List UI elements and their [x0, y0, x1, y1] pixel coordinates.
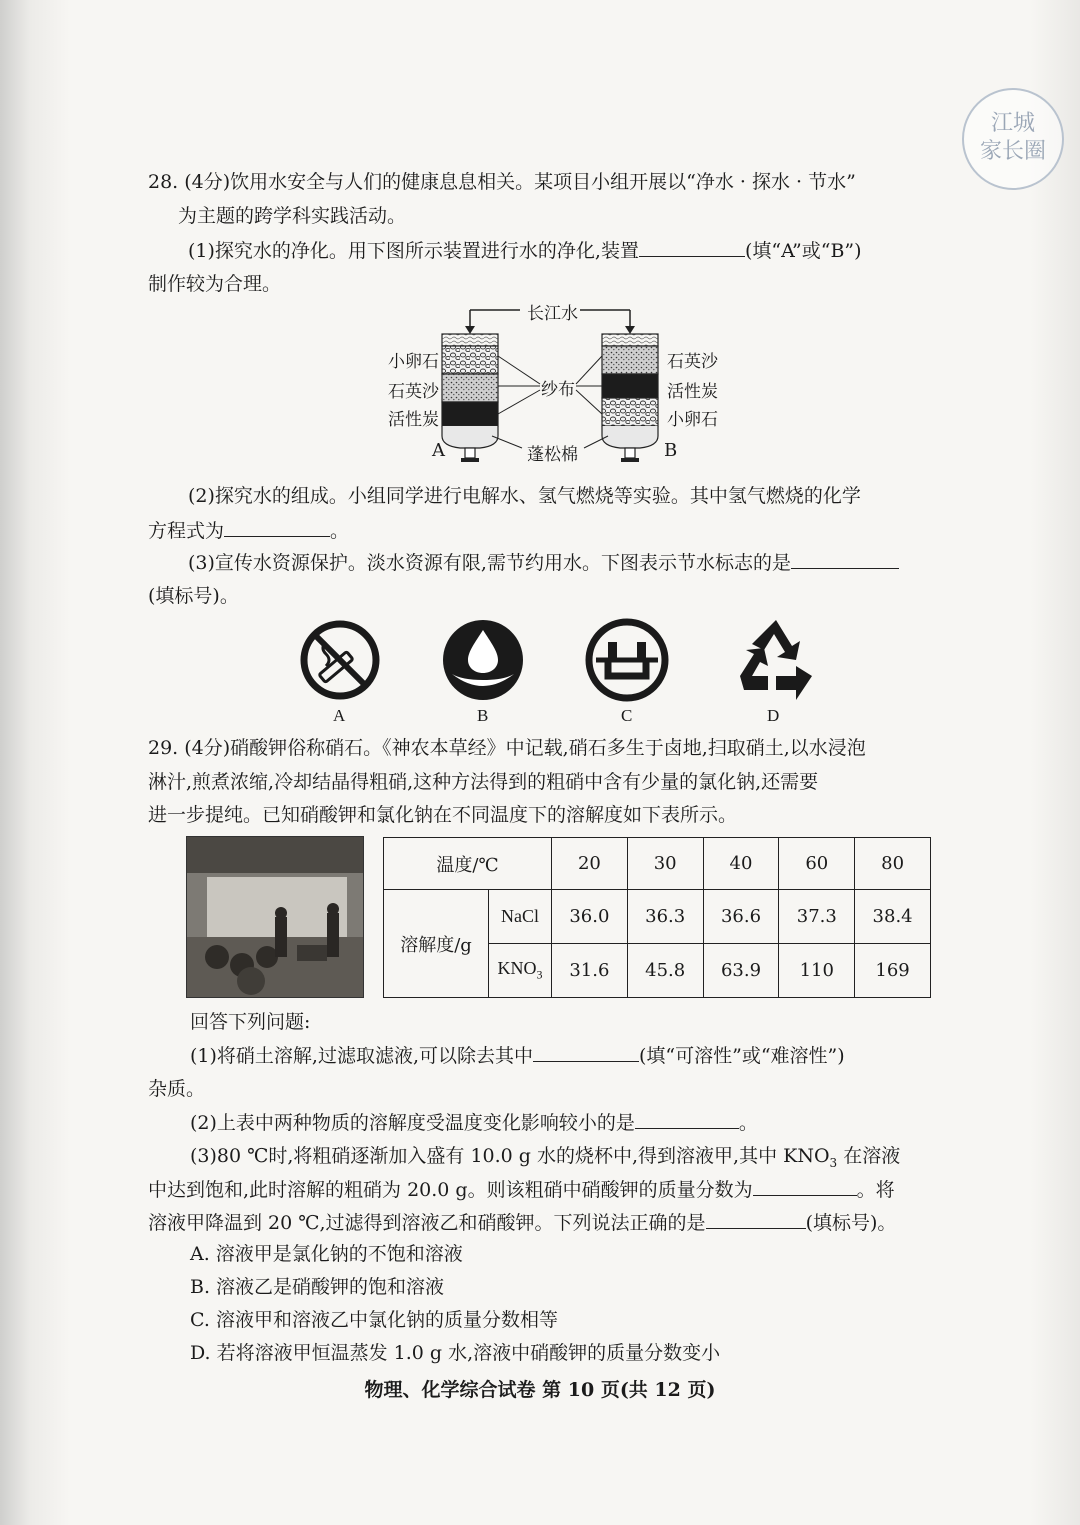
bottle-a-layer3: 活性炭 [388, 410, 439, 430]
q28-part3-line1: (3)宣传水资源保护。淡水资源有限,需节约用水。下图表示节水标志的是 [188, 548, 899, 577]
q29-part1-end: 杂质。 [148, 1078, 206, 1100]
cotton-label: 蓬松棉 [527, 445, 578, 465]
temp-cell: 60 [779, 838, 855, 890]
bottle-a [442, 334, 498, 462]
q29-part3-blank2[interactable] [706, 1208, 806, 1229]
solubility-header: 溶解度/g [384, 890, 489, 998]
q28-part2-blank[interactable] [224, 516, 330, 537]
symbol-d-label: D [767, 706, 780, 725]
symbol-a-no-smoking-icon [296, 618, 396, 702]
q28-part2-line2: 方程式为 。 [148, 516, 349, 545]
q29-part2-blank[interactable] [635, 1108, 739, 1129]
watermark-line1: 江城 [990, 111, 1035, 136]
diagram-top-label: 长江水 [527, 304, 578, 324]
gauze-label: 纱布 [541, 380, 575, 400]
bottle-b-label: B [664, 440, 678, 461]
nacl-value: 38.4 [855, 890, 931, 944]
bottle-b-layer3: 小卵石 [667, 410, 718, 430]
temp-header: 温度/℃ [384, 838, 552, 890]
q29-option-c: C. 溶液甲和溶液乙中氯化钠的质量分数相等 [190, 1309, 558, 1331]
watermark-seal [962, 88, 1064, 190]
bottle-b [602, 334, 658, 462]
q29-part2: (2)上表中两种物质的溶解度受温度变化影响较小的是 。 [190, 1108, 758, 1137]
nacl-value: 36.3 [627, 890, 703, 944]
q29-part3-line1: (3)80 ℃时,将粗硝逐渐加入盛有 10.0 g 水的烧杯中,得到溶液甲,其中 $KNO_3$ 在溶液 [190, 1145, 901, 1170]
q29-stem-line2: 淋汁,煎煮浓缩,冷却结晶得粗硝,这种方法得到的粗硝中含有少量的氯化钠,还需要 [148, 771, 819, 793]
q29-part1-blank[interactable] [533, 1041, 639, 1062]
symbol-b-label: B [477, 706, 489, 725]
bottle-b-layer2: 活性炭 [667, 382, 718, 402]
q28-part3-line2: (填标号)。 [148, 585, 239, 607]
q29-option-d: D. 若将溶液甲恒温蒸发 1.0 g 水,溶液中硝酸钾的质量分数变小 [190, 1342, 721, 1364]
q29-part3-blank1[interactable] [753, 1175, 857, 1196]
kno3-value: 31.6 [552, 944, 628, 998]
q29-answer-intro: 回答下列问题: [190, 1011, 311, 1033]
bottle-b-layer1: 石英沙 [667, 352, 718, 372]
bottle-a-layer2: 石英沙 [388, 382, 439, 402]
q29-part1: (1)将硝土溶解,过滤取滤液,可以除去其中 (填“可溶性”或“难溶性”) [190, 1041, 845, 1070]
symbol-b-water-drop-icon [440, 618, 530, 702]
kno3-value: 63.9 [703, 944, 779, 998]
kno3-label: $KNO_3$ [489, 944, 552, 998]
q28-part1-blank[interactable] [639, 236, 745, 257]
q28-part2-line1: (2)探究水的组成。小组同学进行电解水、氢气燃烧等实验。其中氢气燃烧的化学 [188, 485, 861, 507]
q28-part1: (1)探究水的净化。用下图所示装置进行水的净化,装置 (填“A”或“B”) [188, 236, 862, 265]
q28-stem-line2: 为主题的跨学科实践活动。 [178, 205, 407, 227]
kno3-value: 45.8 [627, 944, 703, 998]
nacl-value: 37.3 [779, 890, 855, 944]
temp-cell: 80 [855, 838, 931, 890]
solubility-table [383, 837, 931, 998]
temp-cell: 20 [552, 838, 628, 890]
nacl-value: 36.0 [552, 890, 628, 944]
q29-part3-line2: 中达到饱和,此时溶解的粗硝为 20.0 g。则该粗硝中硝酸钾的质量分数为 。将 [148, 1175, 895, 1204]
bottle-a-label: A [432, 440, 445, 461]
kno3-value: 169 [855, 944, 931, 998]
q29-stem-line3: 进一步提纯。已知硝酸钾和氯化钠在不同温度下的溶解度如下表所示。 [148, 804, 738, 826]
q29-stem-line1: 29. (4分)硝酸钾俗称硝石。《神农本草经》中记载,硝石多生于卤地,扫取硝土,以水浸泡 [148, 737, 866, 759]
symbol-d-recycle-icon [730, 614, 822, 702]
temp-cell: 40 [703, 838, 779, 890]
nacl-value: 36.6 [703, 890, 779, 944]
temp-cell: 30 [627, 838, 703, 890]
watermark-line2: 家长圈 [979, 139, 1046, 164]
ancient-workshop-illustration [186, 836, 364, 998]
symbol-c-label: C [621, 706, 633, 725]
nacl-label: NaCl [489, 890, 552, 944]
q29-option-b: B. 溶液乙是硝酸钾的饱和溶液 [190, 1276, 445, 1298]
q29-option-a: A. 溶液甲是氯化钠的不饱和溶液 [190, 1243, 463, 1265]
q28-part1-end: 制作较为合理。 [148, 273, 282, 295]
symbol-a-label: A [333, 706, 346, 725]
symbol-c-circle-emblem-icon [584, 618, 674, 702]
page-footer: 物理、化学综合试卷 第 10 页(共 12 页) [364, 1379, 716, 1401]
bottle-a-layer1: 小卵石 [388, 352, 439, 372]
q28-stem-line1: 28. (4分)饮用水安全与人们的健康息息相关。某项目小组开展以“净水 · 探水 · 节水” [148, 171, 856, 193]
q29-part3-line3: 溶液甲降温到 20 ℃,过滤得到溶液乙和硝酸钾。下列说法正确的是 (填标号)。 [148, 1208, 896, 1237]
q28-part3-blank[interactable] [791, 548, 899, 569]
kno3-value: 110 [779, 944, 855, 998]
